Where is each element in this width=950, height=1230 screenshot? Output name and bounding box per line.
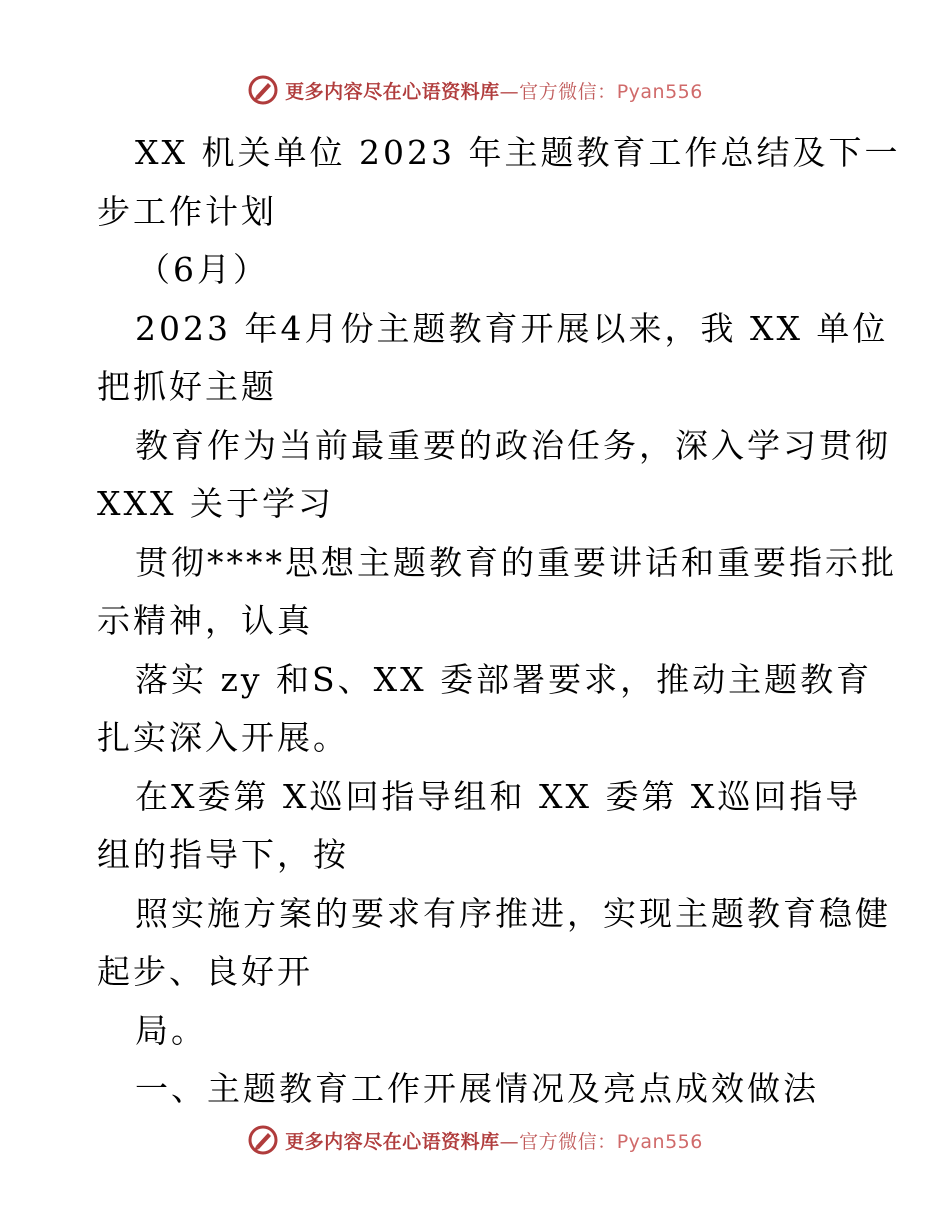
footer-separator: — [499,1130,520,1153]
paragraph-line: 落实 zy 和S、XX 委部署要求，推动主题教育 [135,659,873,699]
paragraph-line: 贯彻****思想主题教育的重要讲话和重要指示批 [135,542,897,582]
date-line: （6月） [137,250,269,289]
paragraph-line: 起步、良好开 [97,952,313,991]
footer-brand-text: 更多内容尽在心语资料库 [285,1130,500,1153]
header-wechat-label: 官方微信： [519,80,617,103]
header-brand-text: 更多内容尽在心语资料库 [285,80,500,103]
header-banner [0,70,950,110]
footer-wechat-label: 官方微信： [519,1130,617,1153]
title-line-2: 步工作计划 [97,191,277,231]
paragraph-line: 示精神，认真 [97,601,313,640]
brand-logo-icon [247,74,279,106]
title-line-1: XX 机关单位 2023 年主题教育工作总结及下一 [135,133,901,172]
header-banner-text [285,77,703,104]
header-separator: — [499,80,520,103]
paragraph-line: 扎实深入开展。 [97,718,349,757]
paragraph-line: 局。 [135,1010,207,1050]
document-body [97,124,901,1119]
paragraph-line: 照实施方案的要求有序推进，实现主题教育稳健 [135,893,891,933]
paragraph-line: XXX 关于学习 [97,484,334,523]
section-heading: 一、主题教育工作开展情况及亮点成效做法 [135,1069,819,1108]
paragraph-line: 组的指导下，按 [97,835,349,874]
paragraph-line: 在X委第 X巡回指导组和 XX 委第 X巡回指导 [135,776,862,816]
footer-account: Pyan556 [616,1130,703,1153]
footer-banner-text [285,1127,703,1154]
header-account: Pyan556 [616,80,703,103]
paragraph-line: 把抓好主题 [97,367,277,406]
footer-banner [0,1120,950,1160]
paragraph-line: 教育作为当前最重要的政治任务，深入学习贯彻 [135,425,891,465]
brand-logo-icon [247,1124,279,1156]
paragraph-line: 2023 年4月份主题教育开展以来，我 XX 单位 [135,308,889,348]
